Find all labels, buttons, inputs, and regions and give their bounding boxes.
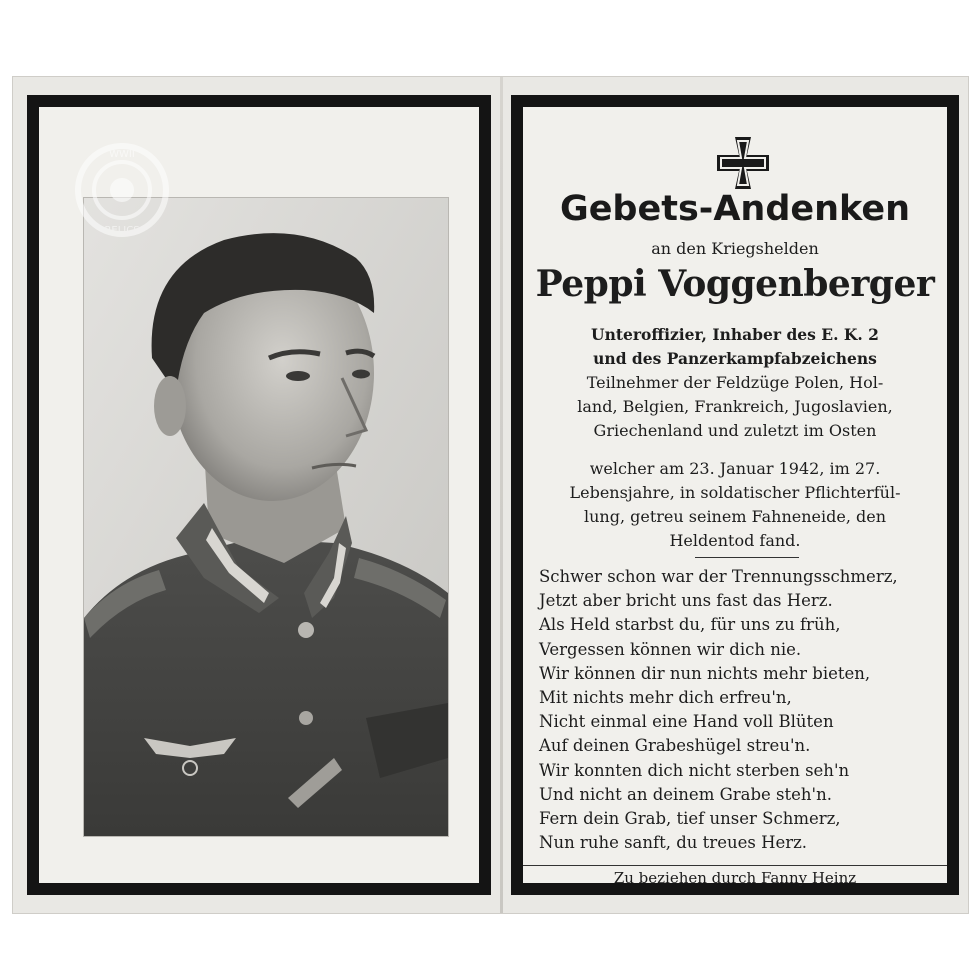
relics-watermark-logo bbox=[67, 135, 177, 245]
death-block bbox=[535, 457, 935, 553]
campaign-line: land, Belgien, Frankreich, Jugoslavien, bbox=[577, 397, 893, 416]
text-panel bbox=[511, 95, 959, 895]
card-subtitle: an den Kriegshelden bbox=[651, 239, 819, 258]
poem bbox=[539, 565, 931, 855]
memorial-card bbox=[12, 76, 969, 914]
publisher-footer: Zu beziehen durch Fanny Heinz bbox=[613, 869, 857, 887]
campaign-line: Teilnehmer der Feldzüge Polen, Hol- bbox=[586, 373, 884, 392]
death-line: Lebensjahre, in soldatischer Pflichterfül- bbox=[569, 483, 901, 502]
poem-line: Mit nichts mehr dich erfreu'n, bbox=[539, 688, 792, 708]
rank-line: und des Panzerkampfabzeichens bbox=[593, 349, 877, 368]
poem-line: Und nicht an deinem Grabe steh'n. bbox=[539, 784, 832, 804]
iron-cross-icon bbox=[713, 133, 773, 193]
rank-line: Unteroffizier, Inhaber des E. K. 2 bbox=[591, 325, 879, 344]
divider bbox=[695, 557, 799, 558]
poem-line: Auf deinen Grabeshügel streu'n. bbox=[539, 736, 811, 756]
poem-line: Fern dein Grab, tief unser Schmerz, bbox=[539, 809, 841, 829]
death-line: welcher am 23. Januar 1942, im 27. bbox=[589, 459, 881, 478]
campaign-line: Griechenland und zuletzt im Osten bbox=[593, 421, 877, 440]
poem-line: Wir konnten dich nicht sterben seh'n bbox=[539, 760, 850, 780]
death-line: Heldentod fand. bbox=[669, 531, 801, 550]
soldier-portrait bbox=[83, 197, 449, 837]
death-line: lung, getreu seinem Fahneneide, den bbox=[583, 507, 887, 526]
watermark-bottom-text: RELICS bbox=[104, 225, 140, 236]
poem-line: Als Held starbst du, für uns zu früh, bbox=[539, 615, 841, 635]
rank-block bbox=[535, 323, 935, 371]
poem-line: Schwer schon war der Trennungsschmerz, bbox=[539, 567, 898, 586]
card-fold bbox=[500, 77, 503, 913]
poem-line: Jetzt aber bricht uns fast das Herz. bbox=[539, 591, 833, 611]
poem-line: Nicht einmal eine Hand voll Blüten bbox=[539, 712, 834, 732]
footer-divider bbox=[523, 865, 947, 866]
portrait-drawing bbox=[84, 198, 448, 836]
poem-line: Vergessen können wir dich nie. bbox=[539, 639, 802, 659]
poem-line: Wir können dir nun nichts mehr bieten, bbox=[539, 663, 871, 683]
card-title: Gebets-Andenken bbox=[559, 189, 911, 229]
poem-line: Nun ruhe sanft, du treues Herz. bbox=[539, 833, 808, 853]
campaigns-block bbox=[535, 371, 935, 443]
watermark-top-text: WWII bbox=[109, 149, 135, 160]
portrait-panel bbox=[27, 95, 491, 895]
soldier-name: Peppi Voggenberger bbox=[535, 263, 935, 305]
